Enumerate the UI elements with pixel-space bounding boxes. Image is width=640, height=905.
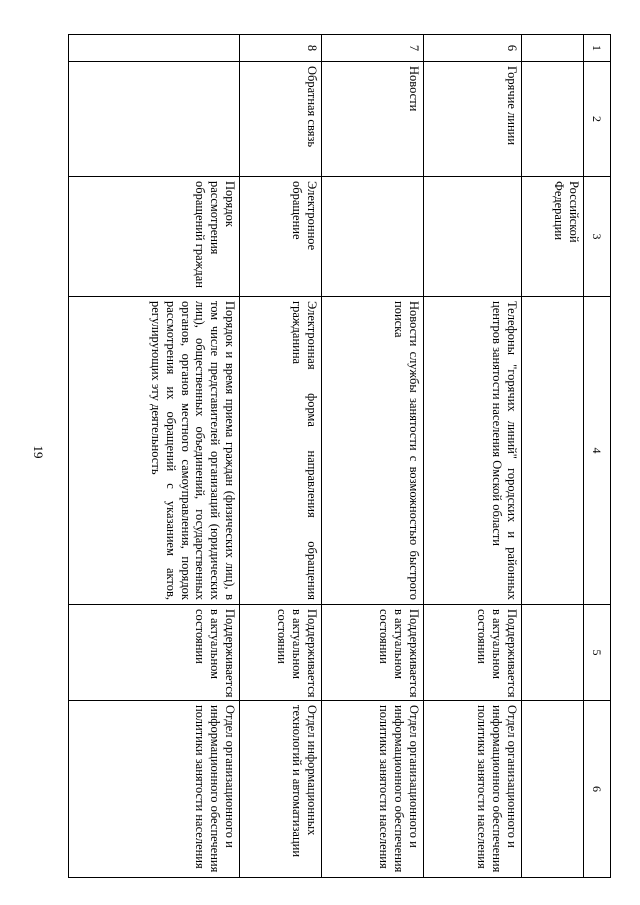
section-name	[522, 62, 584, 177]
table-area	[68, 34, 611, 877]
responsible-department: Отдел организационного и информационного обеспечения политики занятости населения	[322, 701, 424, 878]
subsection-name: Электронное обращение	[240, 177, 322, 297]
subsection-name	[322, 177, 424, 297]
row-number: 7	[322, 35, 424, 62]
header-cell-6: 6	[584, 701, 611, 878]
subsection-name: Порядок рассмотрения обращений граждан	[69, 177, 240, 297]
row-number	[69, 35, 240, 62]
content-description	[522, 297, 584, 605]
table-row	[522, 35, 584, 878]
row-number: 6	[424, 35, 522, 62]
update-status: Поддерживается в актуальном состоянии	[69, 605, 240, 701]
responsible-department	[522, 701, 584, 878]
table-row	[69, 35, 240, 878]
row-number	[522, 35, 584, 62]
table-row	[240, 35, 322, 878]
table-row	[322, 35, 424, 878]
section-name: Горячие линии	[424, 62, 522, 177]
responsible-department: Отдел информационных технологий и автоматизации	[240, 701, 322, 878]
responsible-department: Отдел организационного и информационного обеспечения политики занятости населения	[69, 701, 240, 878]
update-status: Поддерживается в актуальном состоянии	[322, 605, 424, 701]
table-row	[424, 35, 522, 878]
header-row	[584, 35, 611, 878]
content-description: Телефоны "горячих линий" городских и районных центров занятости населения Омской области	[424, 297, 522, 605]
content-description: Новости службы занятости с возможностью быстрого поиска	[322, 297, 424, 605]
header-cell-4: 4	[584, 297, 611, 605]
responsible-department: Отдел организационного и информационного обеспечения политики занятости населения	[424, 701, 522, 878]
header-cell-3: 3	[584, 177, 611, 297]
header-cell-2: 2	[584, 62, 611, 177]
row-number: 8	[240, 35, 322, 62]
update-status: Поддерживается в актуальном состоянии	[424, 605, 522, 701]
subsection-name	[424, 177, 522, 297]
content-description: Порядок и время приема граждан (физических лиц), в том числе представителей организаций (юридических лиц), общественных объединений, государственных органов, органов местного самоуправления, порядок рассмотрения их обращений с указанием актов, регулирующих эту деятельность	[69, 297, 240, 605]
services-table	[68, 34, 611, 878]
update-status	[522, 605, 584, 701]
header-cell-5: 5	[584, 605, 611, 701]
header-cell-1: 1	[584, 35, 611, 62]
subsection-name: Российской Федерации	[522, 177, 584, 297]
content-description: Электронная форма направления обращения гражданина	[240, 297, 322, 605]
section-name	[69, 62, 240, 177]
section-name: Обратная связь	[240, 62, 322, 177]
page-number: 19	[31, 445, 46, 459]
update-status: Поддерживается в актуальном состоянии	[240, 605, 322, 701]
section-name: Новости	[322, 62, 424, 177]
